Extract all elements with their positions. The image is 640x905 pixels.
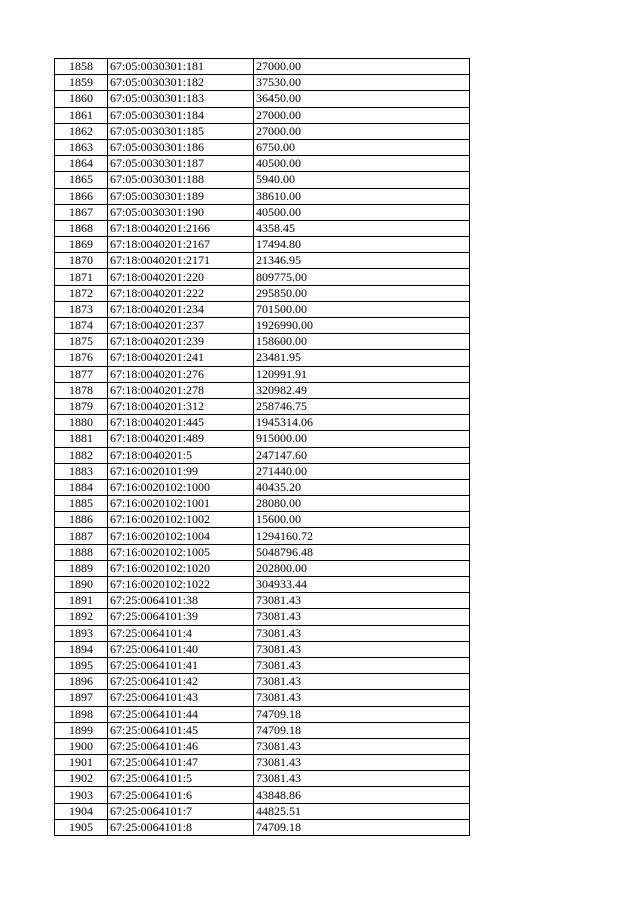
- table-row: [55, 382, 470, 398]
- row-number-cell: 1877: [55, 366, 108, 382]
- table-row: [55, 803, 470, 819]
- cadastral-number-cell: 67:16:0020102:1005: [108, 544, 254, 560]
- value-cell: 120991.91: [254, 366, 470, 382]
- row-number-cell: 1868: [55, 220, 108, 236]
- cadastral-number-cell: 67:18:0040201:237: [108, 318, 254, 334]
- cadastral-number-cell: 67:25:0064101:39: [108, 609, 254, 625]
- table-row: [55, 755, 470, 771]
- value-cell: 40500.00: [254, 156, 470, 172]
- row-number-cell: 1899: [55, 722, 108, 738]
- value-cell: 701500.00: [254, 301, 470, 317]
- table-row: [55, 253, 470, 269]
- row-number-cell: 1859: [55, 75, 108, 91]
- value-cell: 271440.00: [254, 463, 470, 479]
- value-cell: 17494.80: [254, 237, 470, 253]
- value-cell: 28080.00: [254, 496, 470, 512]
- table-row: [55, 139, 470, 155]
- row-number-cell: 1873: [55, 301, 108, 317]
- table-row: [55, 301, 470, 317]
- value-cell: 74709.18: [254, 819, 470, 835]
- value-cell: 36450.00: [254, 91, 470, 107]
- table-row: [55, 91, 470, 107]
- table-row: [55, 285, 470, 301]
- cadastral-number-cell: 67:18:0040201:2167: [108, 237, 254, 253]
- cadastral-number-cell: 67:16:0020101:99: [108, 463, 254, 479]
- row-number-cell: 1893: [55, 625, 108, 641]
- cadastral-number-cell: 67:18:0040201:2171: [108, 253, 254, 269]
- row-number-cell: 1888: [55, 544, 108, 560]
- value-cell: 74709.18: [254, 722, 470, 738]
- row-number-cell: 1871: [55, 269, 108, 285]
- cadastral-number-cell: 67:25:0064101:47: [108, 755, 254, 771]
- value-cell: 73081.43: [254, 625, 470, 641]
- table-row: [55, 690, 470, 706]
- row-number-cell: 1898: [55, 706, 108, 722]
- cadastral-number-cell: 67:18:0040201:241: [108, 350, 254, 366]
- row-number-cell: 1879: [55, 398, 108, 414]
- cadastral-number-cell: 67:25:0064101:45: [108, 722, 254, 738]
- value-cell: 304933.44: [254, 577, 470, 593]
- row-number-cell: 1883: [55, 463, 108, 479]
- table-row: [55, 819, 470, 835]
- cadastral-number-cell: 67:05:0030301:185: [108, 123, 254, 139]
- cadastral-number-cell: 67:18:0040201:234: [108, 301, 254, 317]
- table-row: [55, 107, 470, 123]
- cadastral-number-cell: 67:05:0030301:183: [108, 91, 254, 107]
- table-row: [55, 512, 470, 528]
- cadastral-number-cell: 67:16:0020102:1020: [108, 560, 254, 576]
- table-row: [55, 318, 470, 334]
- cadastral-number-cell: 67:18:0040201:445: [108, 415, 254, 431]
- row-number-cell: 1864: [55, 156, 108, 172]
- cadastral-number-cell: 67:25:0064101:44: [108, 706, 254, 722]
- cadastral-number-cell: 67:25:0064101:8: [108, 819, 254, 835]
- table-row: [55, 787, 470, 803]
- value-cell: 73081.43: [254, 657, 470, 673]
- row-number-cell: 1903: [55, 787, 108, 803]
- table-row: [55, 269, 470, 285]
- cadastral-number-cell: 67:16:0020102:1022: [108, 577, 254, 593]
- value-cell: 73081.43: [254, 609, 470, 625]
- cadastral-number-cell: 67:16:0020102:1001: [108, 496, 254, 512]
- cadastral-number-cell: 67:18:0040201:2166: [108, 220, 254, 236]
- row-number-cell: 1869: [55, 237, 108, 253]
- row-number-cell: 1860: [55, 91, 108, 107]
- cadastral-number-cell: 67:18:0040201:278: [108, 382, 254, 398]
- cadastral-number-cell: 67:05:0030301:187: [108, 156, 254, 172]
- cadastral-number-cell: 67:16:0020102:1002: [108, 512, 254, 528]
- row-number-cell: 1901: [55, 755, 108, 771]
- table-row: [55, 447, 470, 463]
- value-cell: 21346.95: [254, 253, 470, 269]
- table-row: [55, 204, 470, 220]
- row-number-cell: 1891: [55, 593, 108, 609]
- cadastral-number-cell: 67:05:0030301:190: [108, 204, 254, 220]
- table-row: [55, 220, 470, 236]
- row-number-cell: 1866: [55, 188, 108, 204]
- value-cell: 27000.00: [254, 59, 470, 75]
- row-number-cell: 1895: [55, 657, 108, 673]
- value-cell: 73081.43: [254, 755, 470, 771]
- row-number-cell: 1867: [55, 204, 108, 220]
- value-cell: 73081.43: [254, 593, 470, 609]
- cadastral-number-cell: 67:05:0030301:181: [108, 59, 254, 75]
- row-number-cell: 1865: [55, 172, 108, 188]
- cadastral-number-cell: 67:05:0030301:188: [108, 172, 254, 188]
- cadastral-number-cell: 67:18:0040201:222: [108, 285, 254, 301]
- cadastral-number-cell: 67:16:0020102:1004: [108, 528, 254, 544]
- table-row: [55, 156, 470, 172]
- cadastral-number-cell: 67:25:0064101:6: [108, 787, 254, 803]
- table-row: [55, 560, 470, 576]
- table-row: [55, 641, 470, 657]
- row-number-cell: 1897: [55, 690, 108, 706]
- row-number-cell: 1884: [55, 479, 108, 495]
- row-number-cell: 1887: [55, 528, 108, 544]
- value-cell: 202800.00: [254, 560, 470, 576]
- row-number-cell: 1880: [55, 415, 108, 431]
- table-body: [55, 59, 470, 836]
- value-cell: 258746.75: [254, 398, 470, 414]
- table-row: [55, 625, 470, 641]
- cadastral-number-cell: 67:18:0040201:312: [108, 398, 254, 414]
- table-row: [55, 237, 470, 253]
- table-row: [55, 479, 470, 495]
- value-cell: 40435.20: [254, 479, 470, 495]
- cadastral-number-cell: 67:25:0064101:46: [108, 738, 254, 754]
- cadastral-number-cell: 67:18:0040201:220: [108, 269, 254, 285]
- value-cell: 1294160.72: [254, 528, 470, 544]
- value-cell: 40500.00: [254, 204, 470, 220]
- cadastral-number-cell: 67:16:0020102:1000: [108, 479, 254, 495]
- table-row: [55, 188, 470, 204]
- row-number-cell: 1900: [55, 738, 108, 754]
- table-row: [55, 366, 470, 382]
- row-number-cell: 1886: [55, 512, 108, 528]
- cadastral-number-cell: 67:18:0040201:276: [108, 366, 254, 382]
- value-cell: 27000.00: [254, 107, 470, 123]
- row-number-cell: 1896: [55, 674, 108, 690]
- cadastral-number-cell: 67:25:0064101:41: [108, 657, 254, 673]
- table-row: [55, 528, 470, 544]
- row-number-cell: 1872: [55, 285, 108, 301]
- value-cell: 158600.00: [254, 334, 470, 350]
- value-cell: 37530.00: [254, 75, 470, 91]
- value-cell: 73081.43: [254, 738, 470, 754]
- cadastral-number-cell: 67:25:0064101:38: [108, 593, 254, 609]
- value-cell: 915000.00: [254, 431, 470, 447]
- row-number-cell: 1875: [55, 334, 108, 350]
- table-row: [55, 350, 470, 366]
- table-row: [55, 123, 470, 139]
- table-row: [55, 334, 470, 350]
- cadastral-number-cell: 67:18:0040201:5: [108, 447, 254, 463]
- cadastral-number-cell: 67:05:0030301:189: [108, 188, 254, 204]
- cadastral-number-cell: 67:05:0030301:184: [108, 107, 254, 123]
- value-cell: 74709.18: [254, 706, 470, 722]
- value-cell: 73081.43: [254, 641, 470, 657]
- value-cell: 5048796.48: [254, 544, 470, 560]
- table-row: [55, 544, 470, 560]
- row-number-cell: 1874: [55, 318, 108, 334]
- value-cell: 1926990.00: [254, 318, 470, 334]
- table-row: [55, 431, 470, 447]
- row-number-cell: 1885: [55, 496, 108, 512]
- row-number-cell: 1882: [55, 447, 108, 463]
- table-row: [55, 172, 470, 188]
- row-number-cell: 1902: [55, 771, 108, 787]
- cadastral-number-cell: 67:05:0030301:182: [108, 75, 254, 91]
- table-row: [55, 577, 470, 593]
- table-row: [55, 398, 470, 414]
- cadastral-number-cell: 67:25:0064101:42: [108, 674, 254, 690]
- row-number-cell: 1858: [55, 59, 108, 75]
- value-cell: 320982.49: [254, 382, 470, 398]
- table-row: [55, 75, 470, 91]
- cadastral-number-cell: 67:25:0064101:7: [108, 803, 254, 819]
- cadastral-number-cell: 67:25:0064101:43: [108, 690, 254, 706]
- value-cell: 23481.95: [254, 350, 470, 366]
- value-cell: 295850.00: [254, 285, 470, 301]
- row-number-cell: 1890: [55, 577, 108, 593]
- row-number-cell: 1878: [55, 382, 108, 398]
- table-row: [55, 496, 470, 512]
- value-cell: 38610.00: [254, 188, 470, 204]
- value-cell: 44825.51: [254, 803, 470, 819]
- table-row: [55, 674, 470, 690]
- cadastral-number-cell: 67:25:0064101:4: [108, 625, 254, 641]
- row-number-cell: 1894: [55, 641, 108, 657]
- table-row: [55, 59, 470, 75]
- row-number-cell: 1905: [55, 819, 108, 835]
- table-row: [55, 706, 470, 722]
- value-cell: 1945314.06: [254, 415, 470, 431]
- value-cell: 73081.43: [254, 690, 470, 706]
- row-number-cell: 1862: [55, 123, 108, 139]
- table-row: [55, 463, 470, 479]
- table-row: [55, 722, 470, 738]
- table-row: [55, 657, 470, 673]
- value-cell: 6750.00: [254, 139, 470, 155]
- row-number-cell: 1889: [55, 560, 108, 576]
- row-number-cell: 1881: [55, 431, 108, 447]
- value-cell: 15600.00: [254, 512, 470, 528]
- cadastral-value-table: [54, 58, 470, 836]
- row-number-cell: 1892: [55, 609, 108, 625]
- row-number-cell: 1861: [55, 107, 108, 123]
- value-cell: 4358.45: [254, 220, 470, 236]
- row-number-cell: 1876: [55, 350, 108, 366]
- value-cell: 73081.43: [254, 771, 470, 787]
- table-row: [55, 738, 470, 754]
- cadastral-number-cell: 67:18:0040201:489: [108, 431, 254, 447]
- cadastral-number-cell: 67:05:0030301:186: [108, 139, 254, 155]
- table-row: [55, 609, 470, 625]
- row-number-cell: 1863: [55, 139, 108, 155]
- cadastral-number-cell: 67:25:0064101:5: [108, 771, 254, 787]
- table-row: [55, 415, 470, 431]
- row-number-cell: 1904: [55, 803, 108, 819]
- value-cell: 73081.43: [254, 674, 470, 690]
- table-row: [55, 771, 470, 787]
- value-cell: 43848.86: [254, 787, 470, 803]
- row-number-cell: 1870: [55, 253, 108, 269]
- value-cell: 809775.00: [254, 269, 470, 285]
- table-row: [55, 593, 470, 609]
- value-cell: 5940.00: [254, 172, 470, 188]
- value-cell: 27000.00: [254, 123, 470, 139]
- cadastral-number-cell: 67:18:0040201:239: [108, 334, 254, 350]
- cadastral-number-cell: 67:25:0064101:40: [108, 641, 254, 657]
- value-cell: 247147.60: [254, 447, 470, 463]
